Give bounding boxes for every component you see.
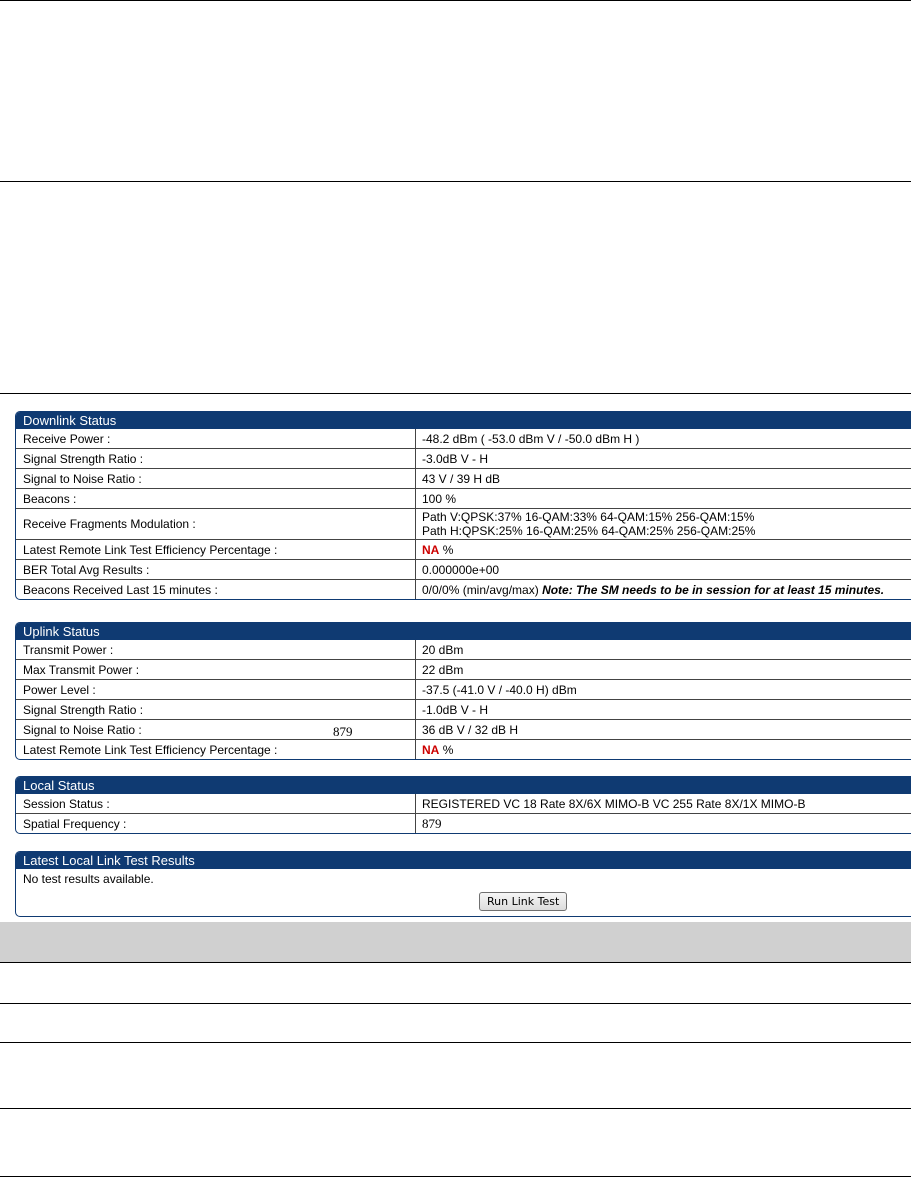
- run-link-test-button[interactable]: Run Link Test: [479, 892, 567, 911]
- row-value: [416, 740, 911, 760]
- row-value: [416, 580, 911, 600]
- panel-title: Latest Local Link Test Results: [16, 852, 911, 869]
- row-value: -37.5 (-41.0 V / -40.0 H) dBm: [416, 680, 911, 700]
- divider: [0, 1108, 911, 1109]
- table-row: [16, 740, 911, 760]
- row-label: Beacons :: [16, 489, 416, 509]
- row-label: Signal to Noise Ratio :: [16, 720, 416, 740]
- row-label: BER Total Avg Results :: [16, 560, 416, 580]
- row-value: -1.0dB V - H: [416, 700, 911, 720]
- row-value: [416, 509, 911, 540]
- table-row: [16, 700, 911, 720]
- divider: [0, 0, 911, 1]
- table-header-band: [0, 922, 911, 963]
- table-row: [16, 429, 911, 449]
- table-row: [16, 660, 911, 680]
- divider: [0, 1003, 911, 1004]
- divider: [0, 393, 911, 394]
- table-row: [16, 560, 911, 580]
- divider: [0, 1176, 911, 1177]
- row-label: Transmit Power :: [16, 640, 416, 660]
- downlink-status-panel: [15, 411, 911, 600]
- percent-unit: %: [442, 742, 454, 757]
- row-value: 20 dBm: [416, 640, 911, 660]
- table-row: [16, 720, 911, 740]
- table-row: [16, 489, 911, 509]
- row-value: [416, 540, 911, 560]
- row-label: Signal to Noise Ratio :: [16, 469, 416, 489]
- panel-title: Downlink Status: [16, 412, 911, 429]
- row-label: Signal Strength Ratio :: [16, 449, 416, 469]
- panel-title: Local Status: [16, 777, 911, 794]
- no-results-message: No test results available.: [23, 872, 154, 886]
- row-label: Signal Strength Ratio :: [16, 700, 416, 720]
- row-label: Max Transmit Power :: [16, 660, 416, 680]
- row-label: Spatial Frequency :: [16, 814, 416, 834]
- path-v-modulation: Path V:QPSK:37% 16-QAM:33% 64-QAM:15% 256-QAM:15%: [422, 510, 755, 524]
- panel-title: Uplink Status: [16, 623, 911, 640]
- link-test-results-panel: [15, 851, 911, 917]
- table-row: [16, 449, 911, 469]
- session-note: Note: The SM needs to be in session for at least 15 minutes.: [542, 582, 885, 597]
- row-value: 36 dB V / 32 dB H: [416, 720, 911, 740]
- row-value: REGISTERED VC 18 Rate 8X/6X MIMO-B VC 255 Rate 8X/1X MIMO-B: [416, 794, 911, 814]
- row-value: 43 V / 39 H dB: [416, 469, 911, 489]
- table-row: [16, 814, 911, 834]
- percent-unit: %: [442, 542, 454, 557]
- row-label: Receive Fragments Modulation :: [16, 509, 416, 540]
- na-badge: NA: [422, 742, 440, 757]
- table-row: [16, 640, 911, 660]
- divider: [0, 1042, 911, 1043]
- row-value: -48.2 dBm ( -53.0 dBm V / -50.0 dBm H ): [416, 429, 911, 449]
- row-label: Power Level :: [16, 680, 416, 700]
- local-status-panel: [15, 776, 911, 834]
- frequency-overlay-label: 879: [333, 724, 353, 739]
- na-badge: NA: [422, 542, 440, 557]
- row-value: 0.000000e+00: [416, 560, 911, 580]
- row-value: 22 dBm: [416, 660, 911, 680]
- row-label: Session Status :: [16, 794, 416, 814]
- table-row: [16, 794, 911, 814]
- row-label: Beacons Received Last 15 minutes :: [16, 580, 416, 600]
- table-row: [16, 680, 911, 700]
- row-label: Latest Remote Link Test Efficiency Percentage :: [16, 740, 416, 760]
- spatial-frequency-value: 879: [422, 815, 442, 831]
- table-row: [16, 540, 911, 560]
- row-label: Receive Power :: [16, 429, 416, 449]
- row-value: [416, 814, 911, 834]
- uplink-status-panel: [15, 622, 911, 760]
- row-value: -3.0dB V - H: [416, 449, 911, 469]
- table-row: [16, 509, 911, 540]
- row-label: Latest Remote Link Test Efficiency Percentage :: [16, 540, 416, 560]
- table-row: [16, 469, 911, 489]
- divider: [0, 181, 911, 182]
- path-h-modulation: Path H:QPSK:25% 16-QAM:25% 64-QAM:25% 256-QAM:25%: [422, 524, 756, 538]
- row-value: 100 %: [416, 489, 911, 509]
- table-row: [16, 580, 911, 600]
- beacons-value: 0/0/0% (min/avg/max): [422, 582, 539, 597]
